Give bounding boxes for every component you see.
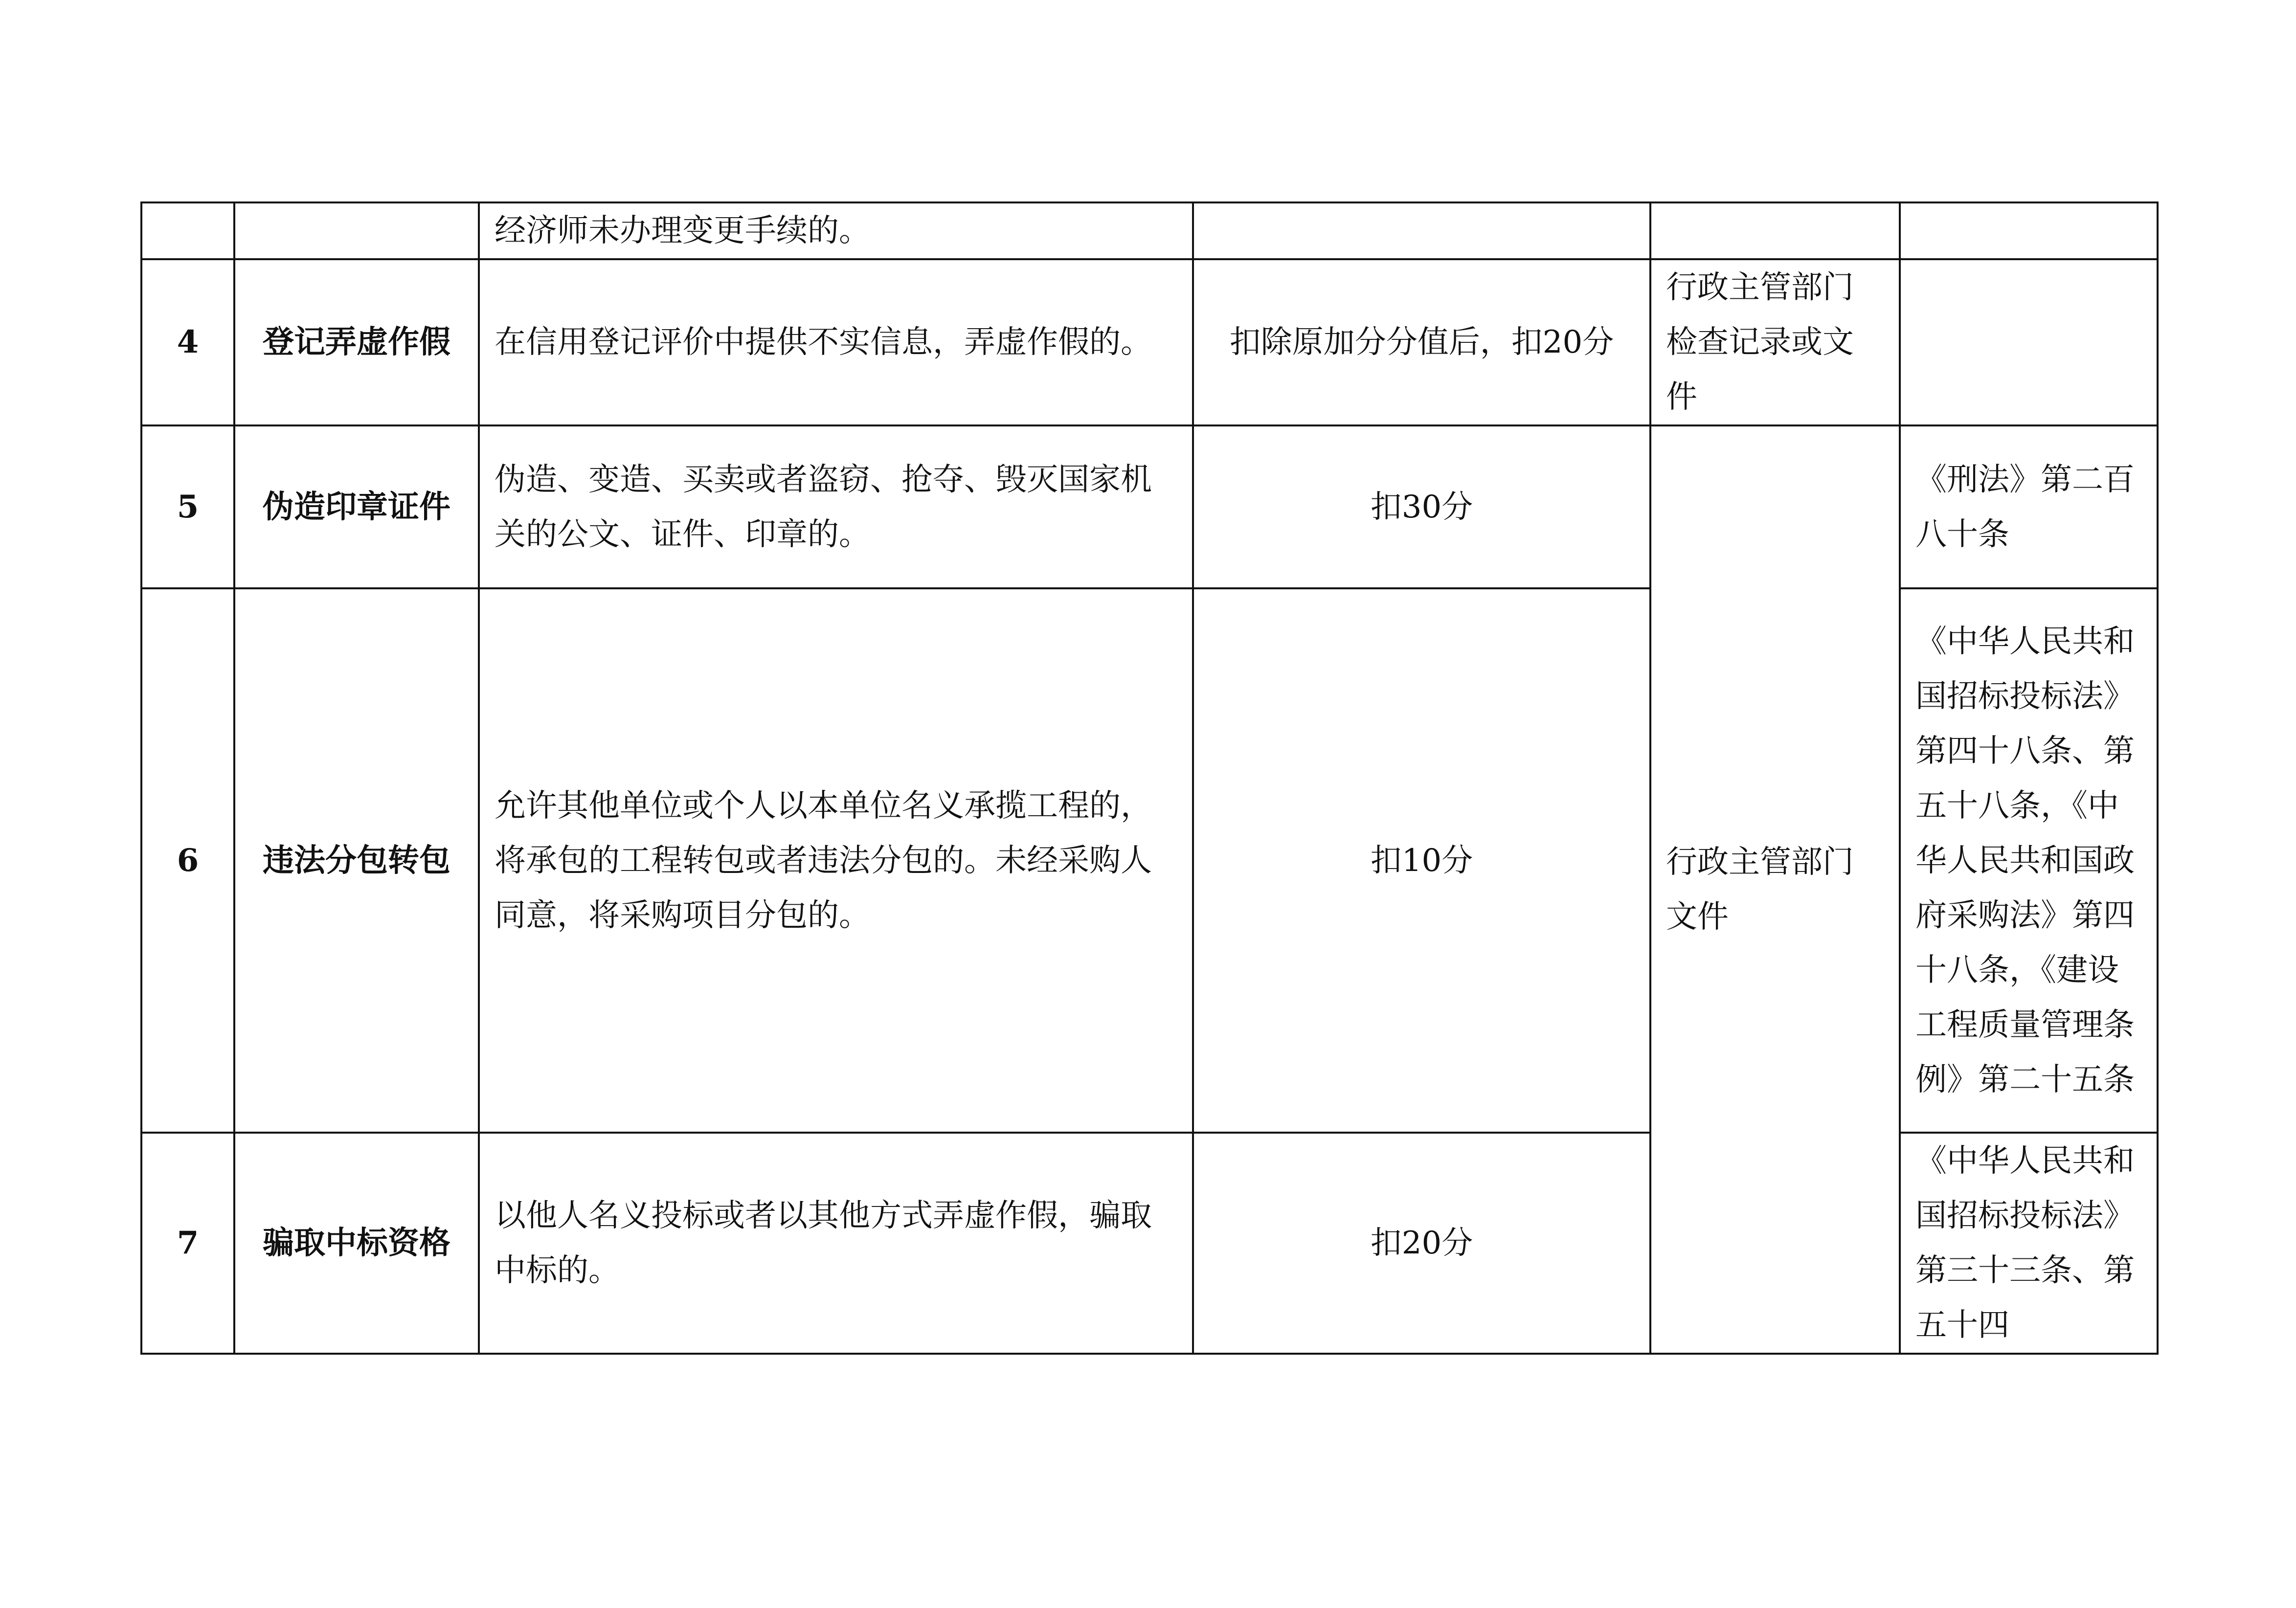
row-number: 7: [141, 1133, 234, 1354]
item-name: 违法分包转包: [234, 588, 479, 1133]
evidence-basis: 行政主管部门检查记录或文件: [1650, 259, 1900, 425]
item-name: [234, 202, 479, 259]
table-row-5: [141, 425, 2158, 588]
credit-deduction-table: [140, 201, 2159, 1355]
legal-basis: [1900, 202, 2158, 259]
score-change: 扣除原加分分值后，扣20分: [1193, 259, 1650, 425]
row-number: 6: [141, 588, 234, 1133]
legal-basis: 《刑法》第二百八十条: [1900, 425, 2158, 588]
row-number: [141, 202, 234, 259]
table-row-continued: [141, 202, 2158, 259]
score-change: 扣20分: [1193, 1133, 1650, 1354]
item-name: 伪造印章证件: [234, 425, 479, 588]
item-description: 允许其他单位或个人以本单位名义承揽工程的，将承包的工程转包或者违法分包的。未经采购人同意，将采购项目分包的。: [479, 588, 1193, 1133]
evidence-basis: [1650, 202, 1900, 259]
row-number: 4: [141, 259, 234, 425]
legal-basis: 《中华人民共和国招标投标法》第四十八条、第五十八条，《中华人民共和国政府采购法》第四十八条，《建设工程质量管理条例》第二十五条: [1900, 588, 2158, 1133]
item-name: 登记弄虚作假: [234, 259, 479, 425]
item-description: 经济师未办理变更手续的。: [479, 202, 1193, 259]
row-number: 5: [141, 425, 234, 588]
item-description: 伪造、变造、买卖或者盗窃、抢夺、毁灭国家机关的公文、证件、印章的。: [479, 425, 1193, 588]
item-description: 在信用登记评价中提供不实信息，弄虚作假的。: [479, 259, 1193, 425]
score-change: 扣30分: [1193, 425, 1650, 588]
item-description: 以他人名义投标或者以其他方式弄虚作假，骗取中标的。: [479, 1133, 1193, 1354]
score-change: 扣10分: [1193, 588, 1650, 1133]
legal-basis: 《中华人民共和国招标投标法》第三十三条、第五十四: [1900, 1133, 2158, 1354]
evidence-basis: 行政主管部门文件: [1650, 425, 1900, 1354]
item-name: 骗取中标资格: [234, 1133, 479, 1354]
legal-basis: [1900, 259, 2158, 425]
table-row-4: [141, 259, 2158, 425]
score-change: [1193, 202, 1650, 259]
